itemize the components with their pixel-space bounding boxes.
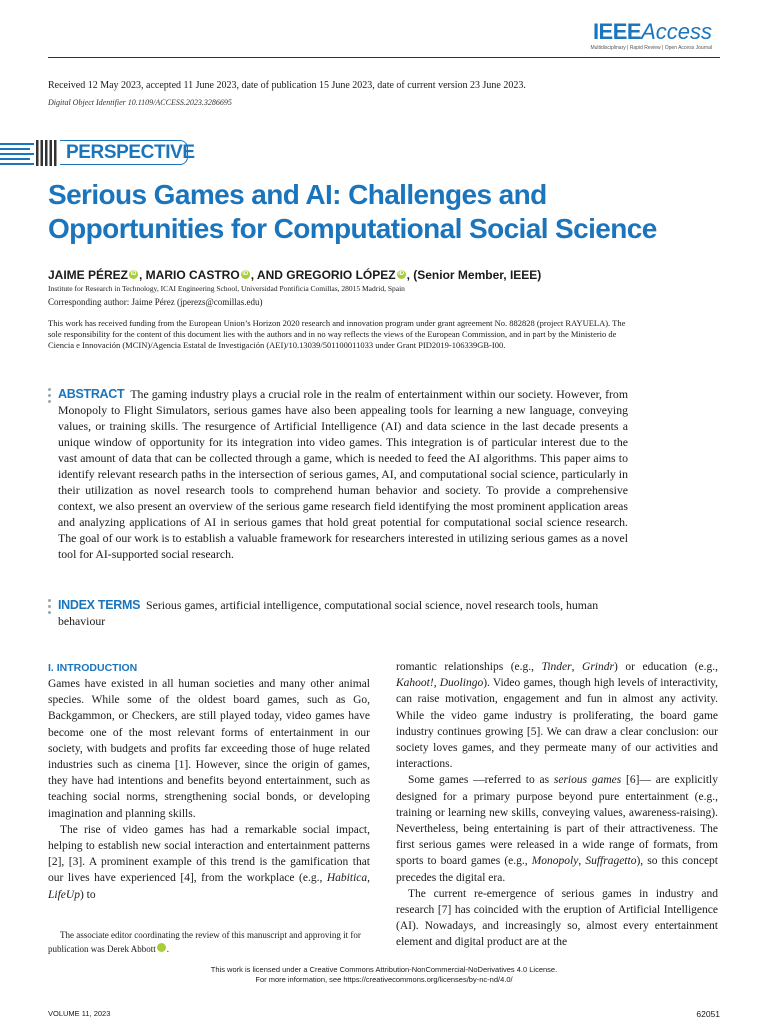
affiliation: Institute for Research in Technology, ICAI Engineering School, Universidad Pontificia Comillas, 28015 Madrid, Spain: [48, 284, 405, 293]
body-paragraph: [48, 822, 370, 903]
body-paragraph: [396, 772, 718, 885]
index-terms: [58, 597, 628, 629]
orcid-icon[interactable]: iD: [157, 943, 166, 952]
index-terms-dots-icon: [48, 599, 52, 617]
orcid-icon[interactable]: iD: [398, 271, 405, 277]
paragraph-text: ), so this concept precedes the digital era.: [396, 855, 719, 884]
body-paragraph: The current re-emergence of serious games in industry and research [7] has coincided with the eruption of Artificial Intelligence (AI). Nowadays, and increasingly so, almost every entertainment element and digital product are at the: [396, 887, 718, 949]
article-type-banner: [0, 137, 195, 169]
abstract-dots-icon: [48, 388, 52, 406]
paper-title: Serious Games and AI: Challenges and Opportunities for Computational Social Science: [48, 179, 657, 244]
body-paragraph: [396, 659, 718, 772]
separator: ,: [571, 661, 583, 673]
page-number: 62051: [696, 1009, 720, 1019]
example-lifeup: LifeUp: [48, 888, 80, 901]
footnote-text: The associate editor coordinating the review of this manuscript and approving it for publication was Derek Abbott: [48, 930, 361, 954]
corresponding-author: Corresponding author: Jaime Pérez (jperezs@comillas.edu): [48, 297, 263, 307]
example-suffragetto: Suffragetto: [585, 855, 637, 868]
license-line-2[interactable]: For more information, see https://creativecommons.org/licenses/by-nc-nd/4.0/: [255, 975, 513, 984]
logo-brand-light: Access: [641, 19, 712, 44]
funding-statement: This work has received funding from the European Union’s Horizon 2020 research and innovation program under grant agreement No. 882828 (project RAYUELA). The sole responsibility for the content of this document lies with the authors and in no way reflects the views of the European Commission, and in part by the Ministerio de Ciencia e Innovación (MCIN)/Agencia Estatal de Investigación (AEI)/10.13039/501100011033 under Grant PID2019-106339GB-I00.: [48, 318, 626, 350]
author-3: , AND GREGORIO LÓPEZ: [250, 268, 396, 282]
index-terms-text: Serious games, artificial intelligence, computational social science, novel research tools, human behaviour: [58, 598, 599, 628]
example-monopoly: Monopoly: [531, 855, 579, 868]
separator: ,: [433, 677, 440, 690]
license-line-1: This work is licensed under a Creative Commons Attribution-NonCommercial-NoDerivatives 4.0 License.: [210, 965, 558, 974]
license-notice: [0, 965, 768, 985]
header-divider: [48, 57, 720, 58]
example-habitica: Habitica: [326, 872, 368, 885]
body-column-left: [48, 662, 370, 903]
volume-info: VOLUME 11, 2023: [48, 1009, 111, 1018]
ieee-access-logo: [590, 20, 712, 51]
example-kahoot: Kahoot!: [396, 677, 434, 690]
abstract-text: The gaming industry plays a crucial role in the realm of entertainment within our society. However, from Monopoly to Flight Simulators, serious games have also been appealing tools for learning a new language, conveying values, or training skills. The resurgence of Artificial Intelligence (AI) and data science in the last decade presents a unique window of opportunity for its integration into video games. This integration is of particular interest due to the vast amount of data that can be collected through a game, which is needed to feed the AI algorithms. This paper aims to identify relevant research paths in the intersection of serious games, AI, and computational social science, particularly in their utilization as novel research tools to comprehend human behavior and society. To provide a comprehensive context, we also present an overview of the serious game research field identifying the most prominent application areas and analyzing applications of AI in serious games that hold great potential for computational social science research. The goal of our work is to establish a valuable framework for researchers interested in utilizing serious games as a novel tool for AI-supported social research.: [58, 387, 629, 561]
author-membership: , (Senior Member, IEEE): [406, 268, 542, 282]
orcid-icon[interactable]: iD: [130, 271, 137, 277]
paragraph-text: romantic relationships (e.g.,: [396, 661, 542, 673]
abstract-label: ABSTRACT: [58, 387, 125, 401]
editor-footnote: [48, 928, 370, 956]
paragraph-text: The rise of video games has had a remarkable social impact, helping to establish new social interaction and entertainment patterns [2], [3]. A prominent example of this trend is the gamification that our lives have experienced [4], from the workplace (e.g.,: [48, 823, 370, 885]
separator: ,: [367, 872, 370, 885]
body-column-right: [396, 659, 718, 951]
example-duolingo: Duolingo: [439, 677, 484, 690]
paragraph-text: ) to: [79, 888, 96, 901]
author-list: [48, 268, 541, 282]
received-dates: Received 12 May 2023, accepted 11 June 2023, date of publication 15 June 2023, date of current version 23 June 2023.: [48, 80, 526, 91]
term-serious-games: serious games: [553, 774, 622, 787]
index-terms-label: INDEX TERMS: [58, 598, 141, 612]
logo-brand-strong: IEEE: [592, 19, 642, 44]
paragraph-text: ) or education (e.g.,: [613, 661, 719, 673]
orcid-icon[interactable]: iD: [242, 271, 249, 277]
body-paragraph: Games have existed in all human societies and many other animal species. While some of the oldest board games, such as Go, Backgammon, or Checkers, are still played today, video games have become one of the most relevant forms of entertainment in our society, with budgets and profits far exceeding those of huge related industries such as cinema [1]. However, since the origin of games, they have had intentions and benefits beyond entertainment, such as teaching social norms, strengthening social bonds, or developing imagination and planning skills.: [48, 678, 370, 820]
author-1: JAIME PÉREZ: [48, 268, 129, 282]
abstract: [58, 386, 628, 562]
author-2: , MARIO CASTRO: [139, 268, 240, 282]
article-type-label: PERSPECTIVE: [66, 142, 195, 163]
example-grindr: Grindr: [582, 661, 614, 673]
doi-line: Digital Object Identifier 10.1109/ACCESS.2023.3286695: [48, 98, 232, 107]
footnote-end: .: [166, 944, 169, 954]
section-heading: I. INTRODUCTION: [48, 662, 138, 674]
example-tinder: Tinder: [541, 661, 572, 673]
paragraph-text: ). Video games, though high levels of interactivity, can raise motivation, engagement and fun in almost any activity. While the video game industry is proliferating, the board game industry continues growing [5]. We can draw a clear conclusion: our society loves games, and they permeate many of our activities and interactions.: [396, 677, 719, 771]
paragraph-text: Some games —referred to as: [408, 774, 554, 787]
paragraph-text: [6]— are explicitly designed for a primary purpose beyond pure entertainment (e.g., training or learning new skills, conveying values, awareness-raising). Nevertheless, being entertaining is part of their attractiveness. The first serious games were released in a wide range of formats, from sports to board games (e.g.,: [396, 774, 718, 868]
banner-stripes-graphic: [0, 137, 60, 169]
separator: ,: [578, 855, 586, 868]
logo-tagline: Multidisciplinary | Rapid Review | Open Access Journal: [590, 45, 712, 51]
